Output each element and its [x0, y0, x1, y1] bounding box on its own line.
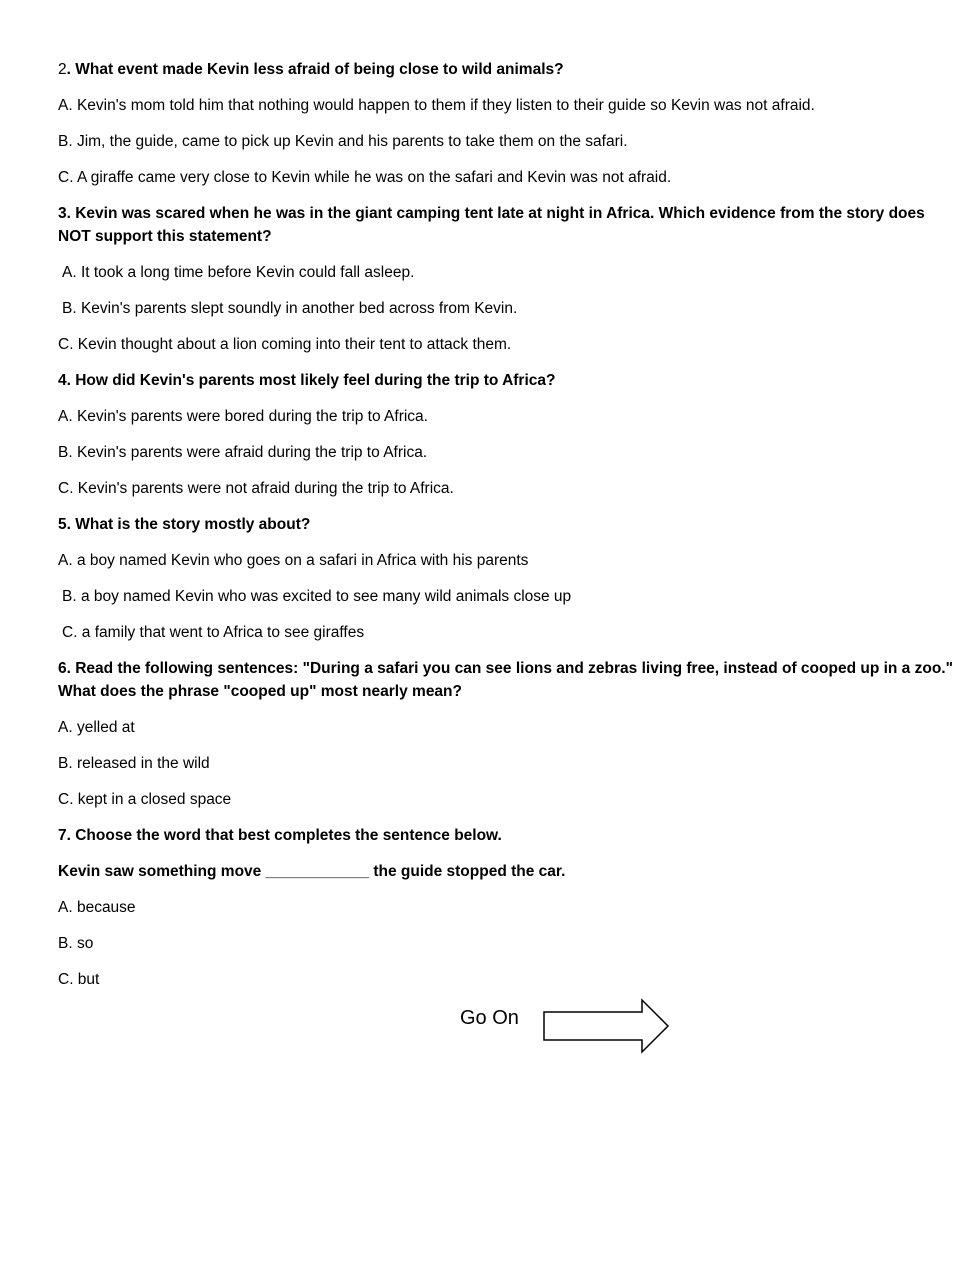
question-3-option-a: A. It took a long time before Kevin could fall asleep.: [62, 264, 415, 281]
question-6-prompt-line2: What does the phrase "cooped up" most nearly mean?: [58, 683, 462, 700]
question-4-prompt: 4. How did Kevin's parents most likely feel during the trip to Africa?: [58, 372, 556, 389]
question-2-option-b: B. Jim, the guide, came to pick up Kevin and his parents to take them on the safari.: [58, 133, 628, 150]
question-7-prompt: 7. Choose the word that best completes the sentence below.: [58, 827, 502, 844]
question-2-text: . What event made Kevin less afraid of being close to wild animals?: [66, 61, 564, 78]
go-on-label: Go On: [460, 1007, 519, 1029]
question-7-option-c: C. but: [58, 971, 100, 988]
question-6-prompt-line1: 6. Read the following sentences: "During a safari you can see lions and zebras living free, instead of cooped up in a zoo.": [58, 660, 953, 677]
question-6-option-a: A. yelled at: [58, 719, 135, 736]
question-7-option-a: A. because: [58, 899, 136, 916]
question-5-option-c: C. a family that went to Africa to see giraffes: [62, 624, 365, 641]
question-3-prompt-line2: NOT support this statement?: [58, 228, 272, 245]
question-4-option-c: C. Kevin's parents were not afraid during the trip to Africa.: [58, 480, 454, 497]
question-2-option-a: A. Kevin's mom told him that nothing would happen to them if they listen to their guide so Kevin was not afraid.: [58, 97, 815, 114]
question-3-option-c: C. Kevin thought about a lion coming into their tent to attack them.: [58, 336, 512, 353]
question-7-sentence: Kevin saw something move ____________ the guide stopped the car.: [58, 863, 566, 880]
question-2-prompt: [58, 58, 564, 82]
question-2-option-c: C. A giraffe came very close to Kevin while he was on the safari and Kevin was not afraid.: [58, 169, 672, 186]
question-4-option-a: A. Kevin's parents were bored during the trip to Africa.: [58, 408, 428, 425]
question-5-option-b: B. a boy named Kevin who was excited to see many wild animals close up: [62, 588, 572, 605]
right-arrow-icon: [542, 998, 672, 1054]
question-6-option-c: C. kept in a closed space: [58, 791, 232, 808]
question-4-option-b: B. Kevin's parents were afraid during the trip to Africa.: [58, 444, 428, 461]
question-5-prompt: 5. What is the story mostly about?: [58, 516, 311, 533]
question-6-option-b: B. released in the wild: [58, 755, 210, 772]
question-7-option-b: B. so: [58, 935, 94, 952]
question-2-number: 2: [58, 61, 67, 78]
question-5-option-a: A. a boy named Kevin who goes on a safari in Africa with his parents: [58, 552, 529, 569]
question-3-prompt-line1: 3. Kevin was scared when he was in the giant camping tent late at night in Africa. Which evidence from the story does: [58, 205, 925, 222]
question-3-option-b: B. Kevin's parents slept soundly in another bed across from Kevin.: [62, 300, 518, 317]
